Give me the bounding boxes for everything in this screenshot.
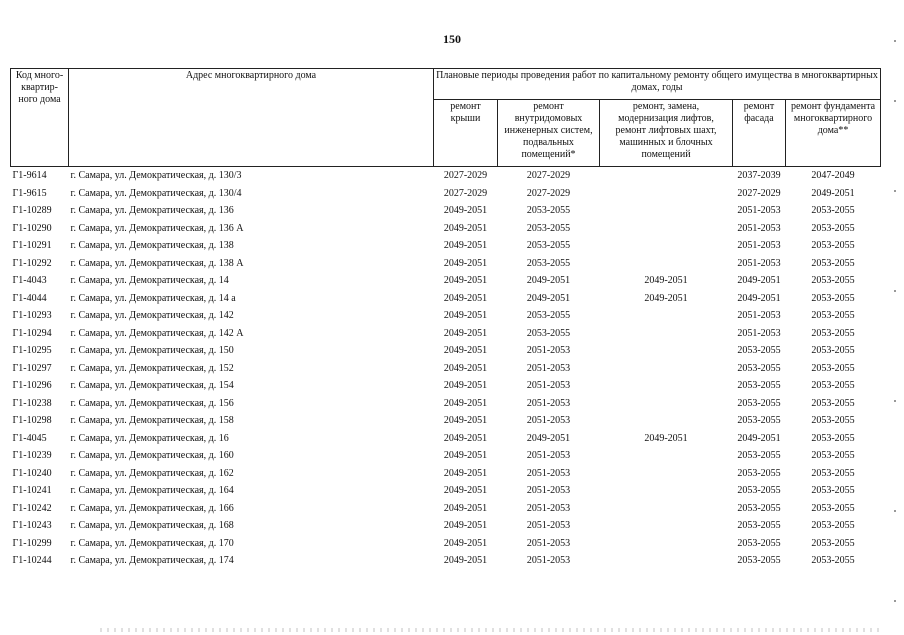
cell-foundation: 2047-2049 bbox=[811, 170, 855, 182]
cell-code: Г1-9615 bbox=[12, 187, 47, 199]
cell-foundation: 2053-2055 bbox=[811, 520, 855, 532]
scan-margin-marks bbox=[894, 40, 898, 620]
cell-address: г. Самара, ул. Демократическая, д. 174 bbox=[70, 555, 234, 567]
cell-facade: 2053-2055 bbox=[737, 362, 781, 374]
cell-facade: 2051-2053 bbox=[737, 222, 781, 234]
cell-lifts bbox=[600, 220, 733, 238]
cell-foundation: 2053-2055 bbox=[811, 310, 855, 322]
cell-foundation: 2049-2051 bbox=[811, 187, 855, 199]
cell-roof: 2049-2051 bbox=[443, 502, 488, 514]
table-row bbox=[11, 465, 881, 483]
cell-internal: 2049-2051 bbox=[526, 432, 571, 444]
cell-lifts bbox=[600, 307, 733, 325]
table-row bbox=[11, 412, 881, 430]
cell-foundation: 2053-2055 bbox=[811, 292, 855, 304]
cell-address: г. Самара, ул. Демократическая, д. 142 А bbox=[70, 327, 244, 339]
cell-facade: 2037-2039 bbox=[737, 170, 781, 182]
cell-roof: 2049-2051 bbox=[443, 345, 488, 357]
cell-foundation: 2053-2055 bbox=[811, 257, 855, 269]
cell-internal: 2051-2053 bbox=[526, 397, 571, 409]
cell-code: Г1-10244 bbox=[12, 555, 52, 567]
cell-internal: 2051-2053 bbox=[526, 467, 571, 479]
cell-internal: 2051-2053 bbox=[526, 520, 571, 532]
cell-facade: 2049-2051 bbox=[737, 432, 781, 444]
cell-code: Г1-4043 bbox=[12, 275, 47, 287]
cell-roof: 2027-2029 bbox=[443, 187, 488, 199]
cell-internal: 2051-2053 bbox=[526, 485, 571, 497]
cell-roof: 2027-2029 bbox=[443, 170, 488, 182]
cell-address: г. Самара, ул. Демократическая, д. 154 bbox=[70, 380, 234, 392]
cell-facade: 2049-2051 bbox=[737, 275, 781, 287]
cell-address: г. Самара, ул. Демократическая, д. 158 bbox=[70, 415, 234, 427]
table-row bbox=[11, 185, 881, 203]
cell-lifts bbox=[600, 500, 733, 518]
cell-facade: 2051-2053 bbox=[737, 205, 781, 217]
cell-internal: 2051-2053 bbox=[526, 502, 571, 514]
cell-code: Г1-10240 bbox=[12, 467, 52, 479]
cell-facade: 2053-2055 bbox=[737, 397, 781, 409]
cell-facade: 2053-2055 bbox=[737, 555, 781, 567]
table-row bbox=[11, 255, 881, 273]
cell-address: г. Самара, ул. Демократическая, д. 142 bbox=[70, 310, 234, 322]
cell-lifts: 2049-2051 bbox=[644, 292, 688, 304]
cell-address: г. Самара, ул. Демократическая, д. 160 bbox=[70, 450, 234, 462]
table-row bbox=[11, 202, 881, 220]
cell-roof: 2049-2051 bbox=[443, 450, 488, 462]
cell-code: Г1-9614 bbox=[12, 170, 47, 182]
cell-roof: 2049-2051 bbox=[443, 397, 488, 409]
cell-address: г. Самара, ул. Демократическая, д. 162 bbox=[70, 467, 234, 479]
repair-schedule-table bbox=[10, 68, 881, 570]
table-row bbox=[11, 482, 881, 500]
cell-foundation: 2053-2055 bbox=[811, 415, 855, 427]
table-row bbox=[11, 272, 881, 290]
header-roof: ремонт крыши bbox=[434, 100, 498, 167]
cell-roof: 2049-2051 bbox=[443, 275, 488, 287]
cell-lifts bbox=[600, 167, 733, 185]
header-lifts: ремонт, замена, модернизация лифтов, ремонт лифтовых шахт, машинных и блочных помещений bbox=[600, 100, 733, 167]
cell-address: г. Самара, ул. Демократическая, д. 164 bbox=[70, 485, 234, 497]
cell-internal: 2051-2053 bbox=[526, 537, 571, 549]
header-address: Адрес многоквартирного дома bbox=[69, 69, 434, 167]
cell-address: г. Самара, ул. Демократическая, д. 168 bbox=[70, 520, 234, 532]
cell-roof: 2049-2051 bbox=[443, 555, 488, 567]
cell-code: Г1-10238 bbox=[12, 397, 52, 409]
cell-facade: 2053-2055 bbox=[737, 537, 781, 549]
cell-code: Г1-10292 bbox=[12, 257, 52, 269]
cell-foundation: 2053-2055 bbox=[811, 345, 855, 357]
cell-lifts bbox=[600, 360, 733, 378]
cell-foundation: 2053-2055 bbox=[811, 327, 855, 339]
cell-internal: 2051-2053 bbox=[526, 450, 571, 462]
cell-address: г. Самара, ул. Демократическая, д. 14 а bbox=[70, 292, 236, 304]
cell-facade: 2053-2055 bbox=[737, 380, 781, 392]
table-row bbox=[11, 535, 881, 553]
cell-code: Г1-10296 bbox=[12, 380, 52, 392]
cell-foundation: 2053-2055 bbox=[811, 432, 855, 444]
cell-internal: 2053-2055 bbox=[526, 310, 571, 322]
cell-foundation: 2053-2055 bbox=[811, 240, 855, 252]
cell-foundation: 2053-2055 bbox=[811, 555, 855, 567]
cell-code: Г1-10290 bbox=[12, 222, 52, 234]
cell-facade: 2053-2055 bbox=[737, 450, 781, 462]
table-row bbox=[11, 325, 881, 343]
cell-internal: 2051-2053 bbox=[526, 380, 571, 392]
cell-roof: 2049-2051 bbox=[443, 205, 488, 217]
cell-address: г. Самара, ул. Демократическая, д. 170 bbox=[70, 537, 234, 549]
page-number: 150 bbox=[443, 32, 461, 46]
cell-code: Г1-10289 bbox=[12, 205, 52, 217]
cell-code: Г1-10295 bbox=[12, 345, 52, 357]
cell-code: Г1-4045 bbox=[12, 432, 47, 444]
table-row bbox=[11, 552, 881, 570]
table-row bbox=[11, 500, 881, 518]
cell-foundation: 2053-2055 bbox=[811, 380, 855, 392]
cell-roof: 2049-2051 bbox=[443, 432, 488, 444]
cell-foundation: 2053-2055 bbox=[811, 450, 855, 462]
cell-lifts bbox=[600, 325, 733, 343]
cell-lifts bbox=[600, 552, 733, 570]
cell-lifts bbox=[600, 377, 733, 395]
cell-roof: 2049-2051 bbox=[443, 240, 488, 252]
cell-internal: 2051-2053 bbox=[526, 362, 571, 374]
cell-roof: 2049-2051 bbox=[443, 467, 488, 479]
cell-address: г. Самара, ул. Демократическая, д. 14 bbox=[70, 275, 229, 287]
cell-facade: 2053-2055 bbox=[737, 520, 781, 532]
table-row bbox=[11, 377, 881, 395]
cell-code: Г1-10297 bbox=[12, 362, 52, 374]
cell-internal: 2053-2055 bbox=[526, 222, 571, 234]
cell-code: Г1-4044 bbox=[12, 292, 47, 304]
cell-facade: 2051-2053 bbox=[737, 257, 781, 269]
cell-roof: 2049-2051 bbox=[443, 415, 488, 427]
cell-address: г. Самара, ул. Демократическая, д. 152 bbox=[70, 362, 234, 374]
cell-address: г. Самара, ул. Демократическая, д. 150 bbox=[70, 345, 234, 357]
cell-code: Г1-10242 bbox=[12, 502, 52, 514]
cell-lifts: 2049-2051 bbox=[644, 432, 688, 444]
cell-internal: 2051-2053 bbox=[526, 415, 571, 427]
cell-lifts bbox=[600, 237, 733, 255]
cell-code: Г1-10298 bbox=[12, 415, 52, 427]
cell-internal: 2049-2051 bbox=[526, 275, 571, 287]
cell-address: г. Самара, ул. Демократическая, д. 136 bbox=[70, 205, 234, 217]
cell-foundation: 2053-2055 bbox=[811, 502, 855, 514]
cell-facade: 2027-2029 bbox=[737, 187, 781, 199]
table-row bbox=[11, 430, 881, 448]
table-row bbox=[11, 342, 881, 360]
cell-roof: 2049-2051 bbox=[443, 327, 488, 339]
cell-facade: 2049-2051 bbox=[737, 292, 781, 304]
table-row bbox=[11, 307, 881, 325]
cell-roof: 2049-2051 bbox=[443, 222, 488, 234]
cell-foundation: 2053-2055 bbox=[811, 222, 855, 234]
cell-lifts bbox=[600, 395, 733, 413]
cell-lifts bbox=[600, 465, 733, 483]
cell-foundation: 2053-2055 bbox=[811, 397, 855, 409]
cell-internal: 2053-2055 bbox=[526, 205, 571, 217]
cell-internal: 2051-2053 bbox=[526, 555, 571, 567]
cell-facade: 2053-2055 bbox=[737, 502, 781, 514]
cell-lifts bbox=[600, 202, 733, 220]
cell-internal: 2053-2055 bbox=[526, 240, 571, 252]
cell-foundation: 2053-2055 bbox=[811, 467, 855, 479]
cell-code: Г1-10299 bbox=[12, 537, 52, 549]
cell-lifts bbox=[600, 517, 733, 535]
cell-code: Г1-10243 bbox=[12, 520, 52, 532]
cell-lifts bbox=[600, 412, 733, 430]
cell-roof: 2049-2051 bbox=[443, 485, 488, 497]
cell-roof: 2049-2051 bbox=[443, 292, 488, 304]
table-row bbox=[11, 237, 881, 255]
cell-roof: 2049-2051 bbox=[443, 362, 488, 374]
scan-bottom-noise bbox=[100, 628, 880, 632]
cell-foundation: 2053-2055 bbox=[811, 275, 855, 287]
cell-code: Г1-10239 bbox=[12, 450, 52, 462]
cell-address: г. Самара, ул. Демократическая, д. 156 bbox=[70, 397, 234, 409]
cell-facade: 2053-2055 bbox=[737, 467, 781, 479]
cell-code: Г1-10291 bbox=[12, 240, 52, 252]
cell-lifts bbox=[600, 185, 733, 203]
header-foundation: ремонт фундамента многоквартирного дома** bbox=[786, 100, 881, 167]
cell-code: Г1-10241 bbox=[12, 485, 52, 497]
cell-address: г. Самара, ул. Демократическая, д. 166 bbox=[70, 502, 234, 514]
cell-lifts bbox=[600, 535, 733, 553]
cell-lifts bbox=[600, 255, 733, 273]
cell-internal: 2049-2051 bbox=[526, 292, 571, 304]
table-row bbox=[11, 395, 881, 413]
cell-lifts bbox=[600, 342, 733, 360]
cell-facade: 2051-2053 bbox=[737, 327, 781, 339]
cell-foundation: 2053-2055 bbox=[811, 537, 855, 549]
table-row bbox=[11, 360, 881, 378]
cell-foundation: 2053-2055 bbox=[811, 205, 855, 217]
cell-address: г. Самара, ул. Демократическая, д. 138 А bbox=[70, 257, 244, 269]
cell-facade: 2051-2053 bbox=[737, 310, 781, 322]
cell-facade: 2053-2055 bbox=[737, 345, 781, 357]
table-row bbox=[11, 517, 881, 535]
cell-internal: 2053-2055 bbox=[526, 257, 571, 269]
header-internal: ремонт внутридомовых инженерных систем, подвальных помещений* bbox=[498, 100, 600, 167]
table-body bbox=[11, 167, 881, 570]
header-facade: ремонт фасада bbox=[733, 100, 786, 167]
cell-address: г. Самара, ул. Демократическая, д. 16 bbox=[70, 432, 229, 444]
cell-roof: 2049-2051 bbox=[443, 520, 488, 532]
cell-foundation: 2053-2055 bbox=[811, 362, 855, 374]
cell-roof: 2049-2051 bbox=[443, 257, 488, 269]
cell-lifts bbox=[600, 447, 733, 465]
cell-internal: 2051-2053 bbox=[526, 345, 571, 357]
cell-internal: 2027-2029 bbox=[526, 170, 571, 182]
cell-facade: 2053-2055 bbox=[737, 485, 781, 497]
cell-foundation: 2053-2055 bbox=[811, 485, 855, 497]
cell-roof: 2049-2051 bbox=[443, 537, 488, 549]
header-code: Код много-квартир-ного дома bbox=[11, 69, 69, 167]
cell-code: Г1-10294 bbox=[12, 327, 52, 339]
cell-internal: 2027-2029 bbox=[526, 187, 571, 199]
cell-address: г. Самара, ул. Демократическая, д. 130/4 bbox=[70, 187, 242, 199]
cell-facade: 2053-2055 bbox=[737, 415, 781, 427]
table-row bbox=[11, 290, 881, 308]
cell-address: г. Самара, ул. Демократическая, д. 136 А bbox=[70, 222, 244, 234]
cell-roof: 2049-2051 bbox=[443, 310, 488, 322]
cell-code: Г1-10293 bbox=[12, 310, 52, 322]
cell-address: г. Самара, ул. Демократическая, д. 130/3 bbox=[70, 170, 242, 182]
header-periods: Плановые периоды проведения работ по капитальному ремонту общего имущества в многоквартирных домах, годы bbox=[434, 69, 881, 100]
cell-internal: 2053-2055 bbox=[526, 327, 571, 339]
table-row bbox=[11, 167, 881, 185]
cell-facade: 2051-2053 bbox=[737, 240, 781, 252]
cell-lifts bbox=[600, 482, 733, 500]
table-row bbox=[11, 447, 881, 465]
cell-lifts: 2049-2051 bbox=[644, 275, 688, 287]
table-row bbox=[11, 220, 881, 238]
cell-address: г. Самара, ул. Демократическая, д. 138 bbox=[70, 240, 234, 252]
cell-roof: 2049-2051 bbox=[443, 380, 488, 392]
